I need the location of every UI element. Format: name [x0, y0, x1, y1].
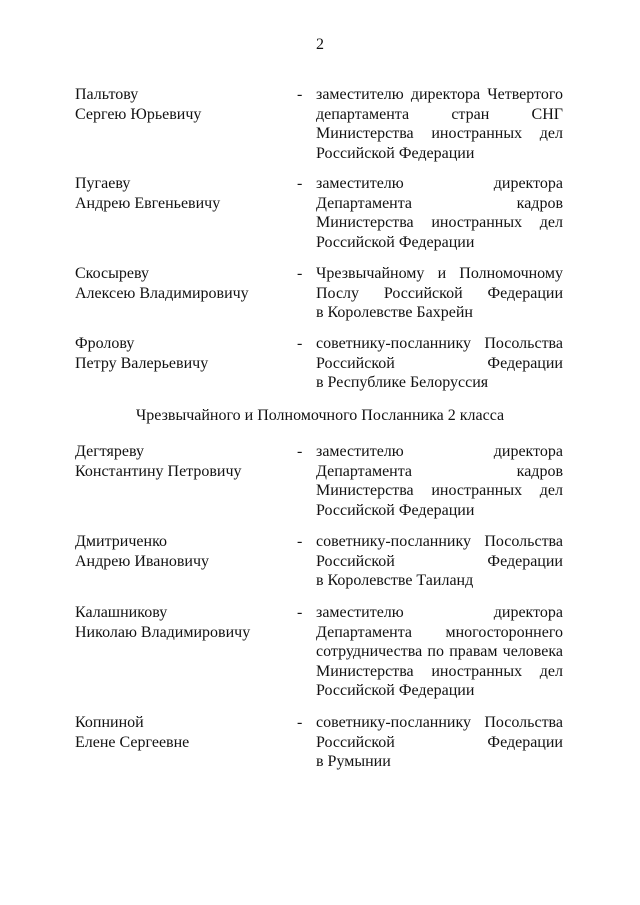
recipient-name: Скосыреву Алексею Владимировичу [75, 265, 249, 302]
dash-separator: - [297, 86, 303, 103]
recipient-name: Фролову Петру Валерьевичу [75, 335, 209, 372]
recipient-name: Пальтову Сергею Юрьевичу [75, 86, 202, 123]
recipient-name: Калашникову Николаю Владимировичу [75, 604, 251, 641]
recipient-position: заместителю директора Четвертого департамента стран СНГ Министерства иностранных дел Российской Федерации [316, 86, 563, 162]
recipient-name: Копниной Елене Сергеевне [75, 714, 190, 751]
dash-separator: - [297, 175, 303, 192]
dash-separator: - [297, 265, 303, 282]
dash-separator: - [297, 533, 303, 550]
dash-separator: - [297, 335, 303, 352]
dash-separator: - [297, 443, 303, 460]
recipient-position: Чрезвычайному и Полномочному Послу Российской Федерации в Королевстве Бахрейн [316, 265, 563, 321]
recipient-name: Дмитриченко Андрею Ивановичу [75, 533, 210, 570]
rank-heading: Чрезвычайного и Полномочного Посланника 2 класса [135, 407, 505, 424]
recipient-position: советнику-посланнику Посольства Российской Федерации в Румынии [316, 714, 563, 770]
recipient-name: Пугаеву Андрею Евгеньевичу [75, 175, 221, 212]
dash-separator: - [297, 604, 303, 621]
recipient-name: Дегтяреву Константину Петровичу [75, 443, 242, 480]
page-number: 2 [316, 36, 324, 53]
dash-separator: - [297, 714, 303, 731]
recipient-position: заместителю директора Департамента кадров Министерства иностранных дел Российской Федерации [316, 175, 563, 251]
recipient-position: советнику-посланнику Посольства Российской Федерации в Королевстве Таиланд [316, 533, 563, 589]
recipient-position: советнику-посланнику Посольства Российской Федерации в Республике Белоруссия [316, 335, 563, 391]
recipient-position: заместителю директора Департамента многостороннего сотрудничества по правам человека Министерства иностранных дел Российской Федерации [316, 604, 563, 699]
recipient-position: заместителю директора Департамента кадров Министерства иностранных дел Российской Федерации [316, 443, 563, 519]
